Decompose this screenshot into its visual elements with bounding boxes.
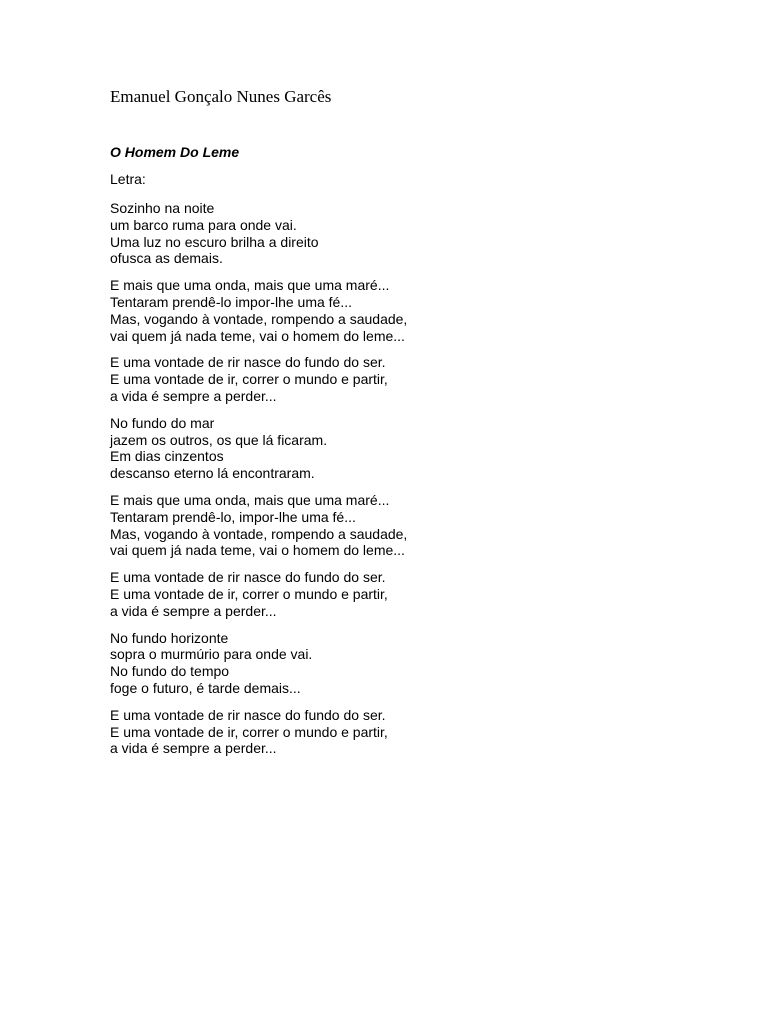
lyric-line: No fundo do mar — [110, 414, 215, 431]
lyric-line: Mas, vogando à vontade, rompendo a saudade, — [110, 310, 408, 327]
stanza — [110, 569, 407, 619]
lyric-line: E mais que uma onda, mais que uma maré... — [110, 277, 390, 294]
stanza — [110, 415, 407, 482]
lyric-line: vai quem já nada teme, vai o homem do leme... — [110, 327, 405, 344]
stanza — [110, 200, 407, 267]
lyric-line: jazem os outros, os que lá ficaram. — [110, 431, 328, 448]
stanza — [110, 630, 407, 697]
song-title: O Homem Do Leme — [110, 144, 240, 160]
lyric-line: E uma vontade de ir, correr o mundo e partir, — [110, 723, 388, 740]
lyric-line: E uma vontade de rir nasce do fundo do ser. — [110, 569, 386, 586]
lyric-line: a vida é sempre a perder... — [110, 387, 277, 404]
lyric-line: No fundo do tempo — [110, 663, 230, 680]
lyric-line: foge o futuro, é tarde demais... — [110, 679, 301, 696]
lyrics-label: Letra: — [110, 171, 146, 187]
lyric-line: Sozinho na noite — [110, 200, 215, 216]
lyric-line: Mas, vogando à vontade, rompendo a saudade, — [110, 525, 408, 542]
lyric-line: Tentaram prendê-lo, impor-lhe uma fé... — [110, 508, 356, 525]
lyric-line: Em dias cinzentos — [110, 448, 224, 465]
lyric-line: E uma vontade de rir nasce do fundo do ser. — [110, 706, 386, 723]
lyric-line: vai quem já nada teme, vai o homem do leme... — [110, 542, 405, 559]
author-name: Emanuel Gonçalo Nunes Garcês — [110, 87, 332, 106]
lyric-line: E mais que uma onda, mais que uma maré... — [110, 491, 390, 508]
stanza — [110, 707, 407, 757]
lyric-line: E uma vontade de ir, correr o mundo e partir, — [110, 585, 388, 602]
stanza — [110, 354, 407, 404]
lyric-line: E uma vontade de ir, correr o mundo e partir, — [110, 371, 388, 388]
lyrics-body — [110, 200, 407, 767]
lyric-line: E uma vontade de rir nasce do fundo do ser. — [110, 354, 386, 371]
lyric-line: a vida é sempre a perder... — [110, 602, 277, 619]
lyric-line: a vida é sempre a perder... — [110, 740, 277, 757]
lyric-line: um barco ruma para onde vai. — [110, 216, 297, 233]
lyric-line: Tentaram prendê-lo impor-lhe uma fé... — [110, 293, 352, 310]
stanza — [110, 277, 407, 344]
lyric-line: Uma luz no escuro brilha a direito — [110, 233, 319, 250]
stanza — [110, 492, 407, 559]
lyric-line: ofusca as demais. — [110, 250, 223, 267]
lyric-line: No fundo horizonte — [110, 629, 229, 646]
lyric-line: descanso eterno lá encontraram. — [110, 465, 315, 482]
lyric-line: sopra o murmúrio para onde vai. — [110, 646, 313, 663]
